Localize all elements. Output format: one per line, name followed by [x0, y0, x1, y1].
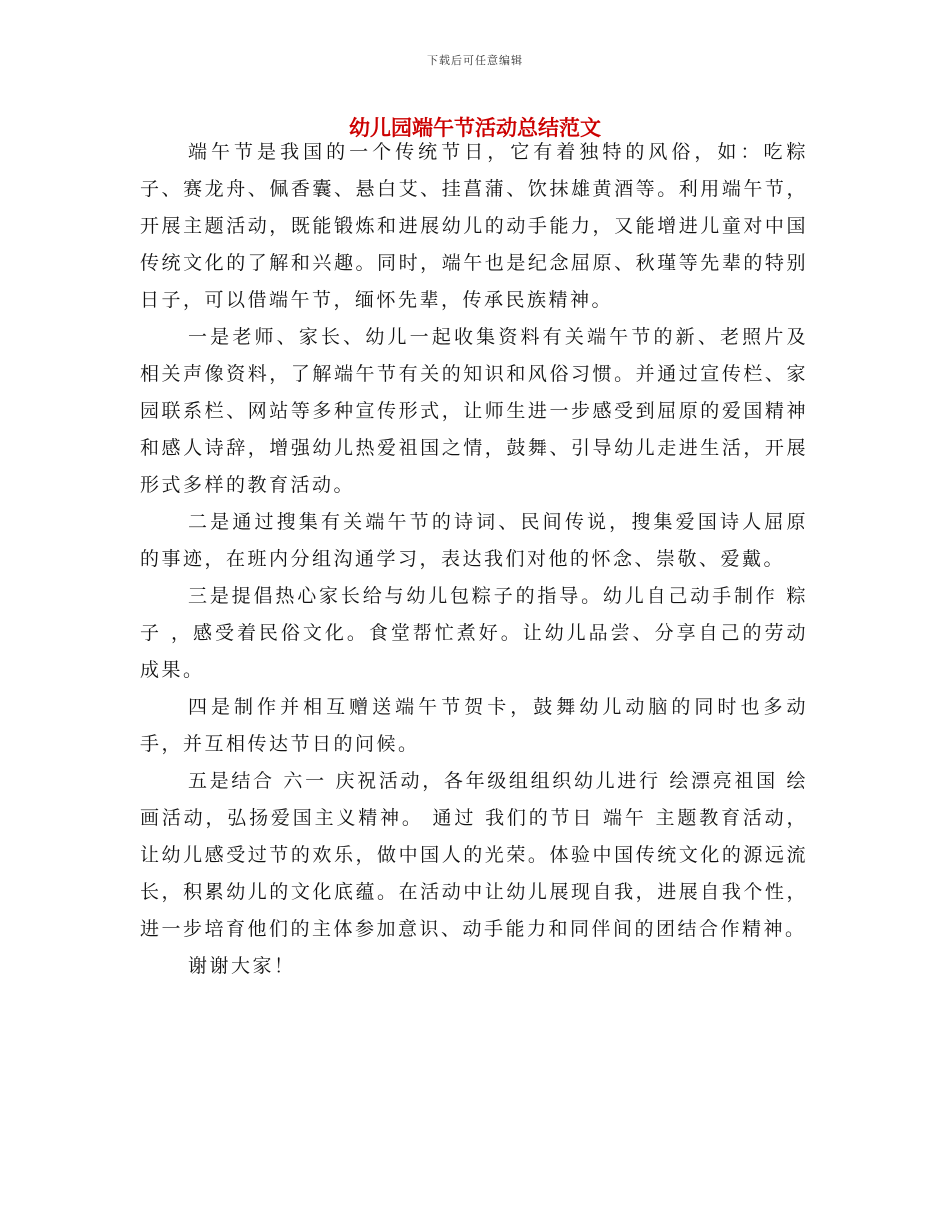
paragraph-item-5: 五是结合 六一 庆祝活动，各年级组组织幼儿进行 绘漂亮祖国 绘画活动，弘扬爱国主义精神。 通过 我们的节日 端午 主题教育活动，让幼儿感受过节的欢乐，做中国人的光荣。体验中国传统文化的源远流长，积累幼儿的文化底蕴。在活动中让幼儿展现自我，进展自我个性，进一步培育他们的主体参加意识、动手能力和同伴间的团结合作精神。: [140, 770, 808, 940]
paragraph-intro: 端午节是我国的一个传统节日，它有着独特的风俗，如：吃粽子、赛龙舟、佩香囊、悬白艾、挂菖蒲、饮抹雄黄酒等。利用端午节，开展主题活动，既能锻炼和进展幼儿的动手能力，又能增进儿童对中国传统文化的了解和兴趣。同时，端午也是纪念屈原、秋瑾等先辈的特别日子，可以借端午节，缅怀先辈，传承民族精神。: [140, 141, 808, 311]
document-title: 幼儿园端午节活动总结范文: [349, 116, 601, 140]
paragraph-item-3: 三是提倡热心家长给与幼儿包粽子的指导。幼儿自己动手制作 粽子 ，感受着民俗文化。食堂帮忙煮好。让幼儿品尝、分享自己的劳动成果。: [140, 585, 808, 681]
paragraph-closing: 谢谢大家！: [188, 955, 296, 977]
paragraph-item-2: 二是通过搜集有关端午节的诗词、民间传说，搜集爱国诗人屈原的事迹，在班内分组沟通学习，表达我们对他的怀念、崇敬、爱戴。: [140, 511, 808, 570]
paragraph-item-4: 四是制作并相互赠送端午节贺卡，鼓舞幼儿动脑的同时也多动手，并互相传达节日的问候。: [140, 696, 808, 755]
page-header-note: 下载后可任意编辑: [427, 54, 523, 67]
paragraph-item-1: 一是老师、家长、幼儿一起收集资料有关端午节的新、老照片及相关声像资料，了解端午节有关的知识和风俗习惯。并通过宣传栏、家园联系栏、网站等多种宣传形式，让师生进一步感受到屈原的爱国精神和感人诗辞，增强幼儿热爱祖国之情，鼓舞、引导幼儿走进生活，开展形式多样的教育活动。: [140, 326, 808, 496]
document-body: [140, 134, 808, 985]
